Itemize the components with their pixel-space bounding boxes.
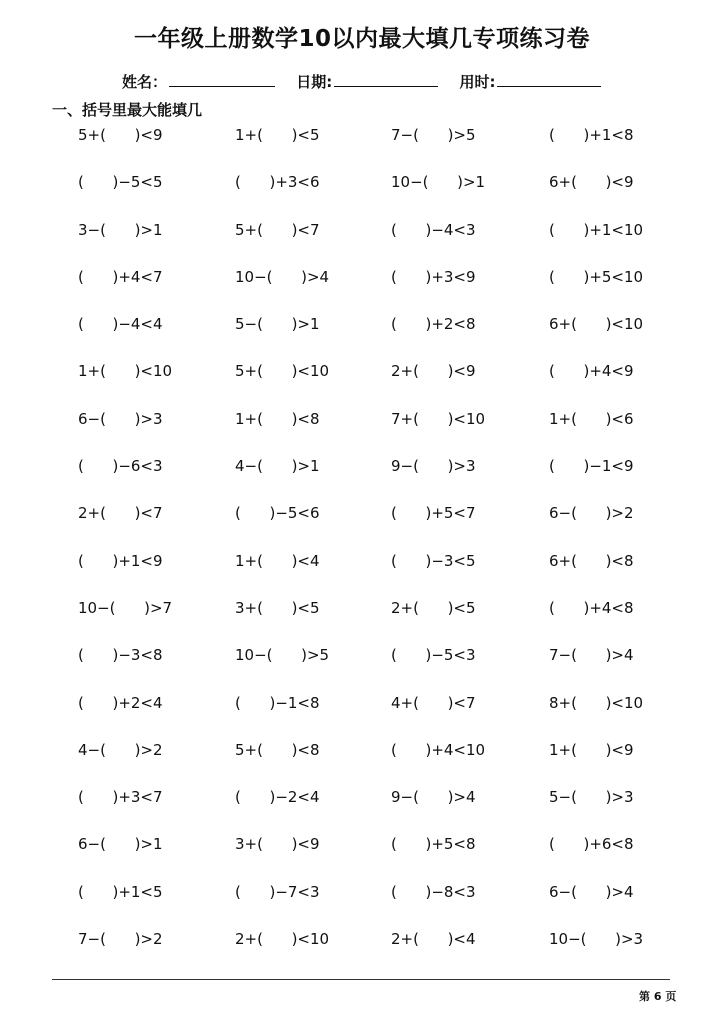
time-blank <box>497 72 601 87</box>
exercise-row <box>78 694 678 741</box>
date-blank <box>334 72 438 87</box>
exercise-item: ( )−6<3 <box>78 457 163 476</box>
exercise-item: ( )−5<3 <box>391 646 476 665</box>
exercise-item: ( )+1<5 <box>78 882 163 901</box>
exercise-item: 5+( )<9 <box>78 126 163 144</box>
exercise-row <box>78 552 678 599</box>
exercise-item: ( )+5<10 <box>549 267 644 286</box>
exercise-item: 3−( )>1 <box>78 220 163 239</box>
exercise-item: 6−( )>3 <box>78 409 163 428</box>
page-number: 第 6 页 <box>639 990 677 1003</box>
exercise-row <box>78 599 678 646</box>
exercise-item: ( )+3<6 <box>235 173 320 192</box>
exercise-item: 10−( )>7 <box>78 598 173 617</box>
exercise-item: 7−( )>5 <box>391 126 476 144</box>
exercise-item: 1+( )<5 <box>235 126 320 144</box>
time-label: 用时: <box>459 73 496 91</box>
name-label: 姓名： <box>122 73 168 91</box>
exercise-item: ( )+2<8 <box>391 315 476 334</box>
exercise-item: ( )+1<8 <box>549 126 634 144</box>
exercise-item: 10−( )>5 <box>235 646 330 665</box>
exercise-item: 3+( )<9 <box>235 835 320 854</box>
page-title: 一年级上册数学10以内最大填几专项练习卷 <box>133 26 590 52</box>
exercise-item: 2+( )<4 <box>391 930 476 949</box>
exercise-item: 5−( )>1 <box>235 315 320 334</box>
exercise-item: 1+( )<9 <box>549 740 634 759</box>
exercise-item: ( )−5<5 <box>78 173 163 192</box>
exercise-row <box>78 930 678 977</box>
exercise-item: ( )+1<9 <box>78 551 163 570</box>
exercise-item: ( )+4<10 <box>391 740 486 759</box>
exercise-item: 6+( )<10 <box>549 315 644 334</box>
exercise-row <box>78 457 678 504</box>
exercise-item: 5+( )<8 <box>235 740 320 759</box>
exercise-item: 4−( )>1 <box>235 457 320 476</box>
exercise-item: 9−( )>4 <box>391 788 476 807</box>
exercise-item: 5+( )<10 <box>235 362 330 381</box>
student-info <box>122 71 617 92</box>
exercise-item: 2+( )<5 <box>391 598 476 617</box>
exercise-item: 3+( )<5 <box>235 598 320 617</box>
exercise-item: 1+( )<6 <box>549 409 634 428</box>
exercise-item: 6+( )<8 <box>549 551 634 570</box>
exercise-row <box>78 646 678 693</box>
exercise-item: ( )+5<7 <box>391 504 476 523</box>
exercise-row <box>78 504 678 551</box>
exercise-item: 2+( )<9 <box>391 362 476 381</box>
exercise-item: 6−( )>2 <box>549 504 634 523</box>
exercise-item: 4+( )<7 <box>391 693 476 712</box>
exercise-item: ( )+6<8 <box>549 835 634 854</box>
exercise-item: ( )−4<4 <box>78 315 163 334</box>
exercise-item: 6−( )>4 <box>549 882 634 901</box>
exercise-item: 1+( )<8 <box>235 409 320 428</box>
exercise-item: ( )+4<9 <box>549 362 634 381</box>
exercise-item: 10−( )>3 <box>549 930 644 949</box>
exercise-item: 1+( )<4 <box>235 551 320 570</box>
exercise-item: 9−( )>3 <box>391 457 476 476</box>
exercise-item: 10−( )>1 <box>391 173 486 192</box>
exercise-item: 4−( )>2 <box>78 740 163 759</box>
exercise-row <box>78 126 678 173</box>
exercise-item: 2+( )<7 <box>78 504 163 523</box>
exercise-row <box>78 788 678 835</box>
exercise-item: 6−( )>1 <box>78 835 163 854</box>
exercise-row <box>78 221 678 268</box>
exercise-row <box>78 835 678 882</box>
exercise-item: ( )−5<6 <box>235 504 320 523</box>
exercise-item: ( )−4<3 <box>391 220 476 239</box>
exercise-grid <box>78 126 678 977</box>
exercise-item: ( )+4<7 <box>78 267 163 286</box>
name-blank <box>169 72 275 87</box>
exercise-item: ( )−2<4 <box>235 788 320 807</box>
exercise-item: 1+( )<10 <box>78 362 173 381</box>
exercise-item: 7−( )>4 <box>549 646 634 665</box>
exercise-item: ( )+3<7 <box>78 788 163 807</box>
exercise-item: ( )−8<3 <box>391 882 476 901</box>
exercise-item: ( )+3<9 <box>391 267 476 286</box>
exercise-item: 8+( )<10 <box>549 693 644 712</box>
exercise-item: ( )+4<8 <box>549 598 634 617</box>
exercise-item: 10−( )>4 <box>235 267 330 286</box>
exercise-item: 5−( )>3 <box>549 788 634 807</box>
date-label: 日期: <box>296 73 333 91</box>
exercise-item: ( )+1<10 <box>549 220 644 239</box>
exercise-row <box>78 410 678 457</box>
exercise-item: 7+( )<10 <box>391 409 486 428</box>
exercise-item: ( )+2<4 <box>78 693 163 712</box>
exercise-item: 7−( )>2 <box>78 930 163 949</box>
exercise-item: ( )−7<3 <box>235 882 320 901</box>
exercise-item: 5+( )<7 <box>235 220 320 239</box>
section-title: 一、括号里最大能填几 <box>52 101 203 119</box>
exercise-row <box>78 268 678 315</box>
exercise-item: ( )−3<8 <box>78 646 163 665</box>
exercise-row <box>78 883 678 930</box>
time-field <box>459 71 611 92</box>
exercise-item: ( )+5<8 <box>391 835 476 854</box>
name-field <box>122 71 285 92</box>
exercise-item: 6+( )<9 <box>549 173 634 192</box>
exercise-item: ( )−1<8 <box>235 693 320 712</box>
exercise-row <box>78 315 678 362</box>
exercise-row <box>78 362 678 409</box>
exercise-row <box>78 173 678 220</box>
date-field <box>296 71 448 92</box>
exercise-item: 2+( )<10 <box>235 930 330 949</box>
exercise-row <box>78 741 678 788</box>
exercise-item: ( )−1<9 <box>549 457 634 476</box>
exercise-item: ( )−3<5 <box>391 551 476 570</box>
footer-divider <box>52 979 670 980</box>
